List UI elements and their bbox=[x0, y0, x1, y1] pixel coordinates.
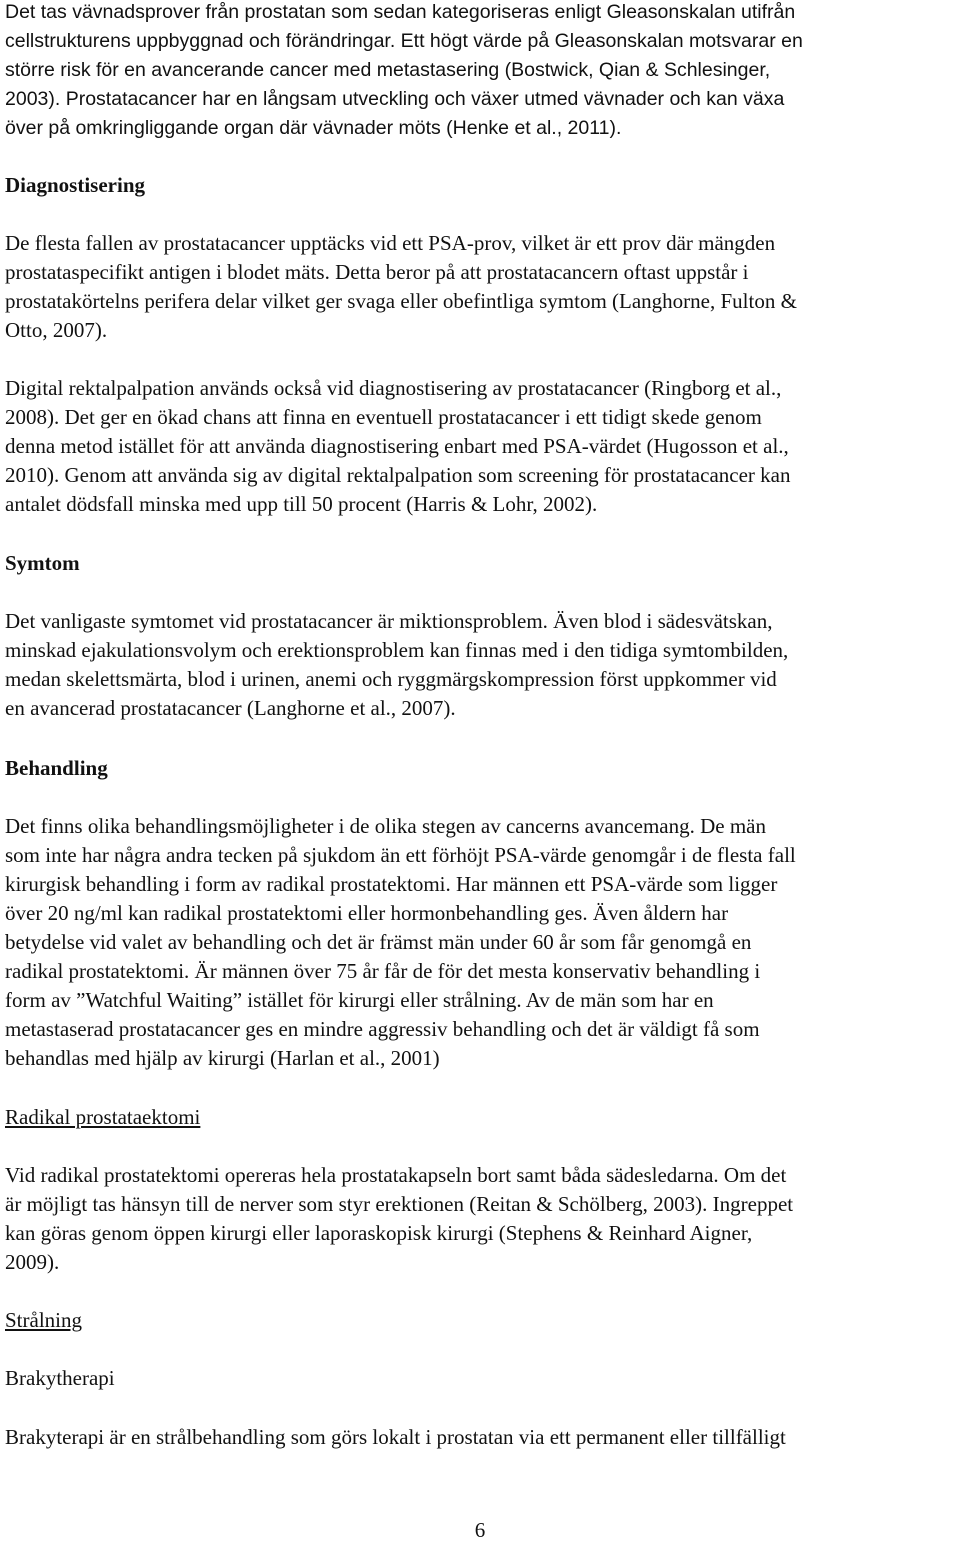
heading-behandling: Behandling bbox=[5, 756, 108, 780]
text-line: antalet dödsfall minska med upp till 50 procent (Harris & Lohr, 2002). bbox=[5, 492, 598, 516]
text-line: kan göras genom öppen kirurgi eller laporaskopisk kirurgi (Stephens & Reinhard Aigner, bbox=[5, 1221, 753, 1245]
subheading-brakytherapi: Brakytherapi bbox=[5, 1366, 115, 1390]
text-line: är möjligt tas hänsyn till de nerver som styr erektionen (Reitan & Schölberg, 2003). Ingreppet bbox=[5, 1192, 794, 1216]
text-line: De flesta fallen av prostatacancer upptäcks vid ett PSA-prov, vilket är ett prov där mängden bbox=[5, 231, 776, 255]
text-line: Det tas vävnadsprover från prostatan som sedan kategoriseras enligt Gleasonskalan utifrån bbox=[5, 1, 796, 23]
intro-paragraph bbox=[5, 0, 956, 143]
heading-diagnostisering: Diagnostisering bbox=[5, 173, 146, 197]
text-line: prostataspecifikt antigen i blodet mäts. Detta beror på att prostatacancern oftast uppstår i bbox=[5, 260, 749, 284]
text-line: betydelse vid valet av behandling och det är främst män under 60 år som får genomgå en bbox=[5, 930, 752, 954]
text-line: 2010). Genom att använda sig av digital rektalpalpation som screening för prostatacancer kan bbox=[5, 463, 791, 487]
diagnostisering-paragraph-2 bbox=[5, 374, 956, 519]
text-line: 2009). bbox=[5, 1250, 60, 1274]
text-line: denna metod istället för att använda diagnostisering enbart med PSA-värdet (Hugosson et al., bbox=[5, 434, 789, 458]
text-line: prostatakörtelns perifera delar vilket ger svaga eller obefintliga symtom (Langhorne, Fulton & bbox=[5, 289, 797, 313]
behandling-paragraph bbox=[5, 812, 956, 1073]
text-line: Brakyterapi är en strålbehandling som görs lokalt i prostatan via ett permanent eller tillfälligt bbox=[5, 1425, 786, 1449]
text-line: Otto, 2007). bbox=[5, 318, 108, 342]
text-line: Det finns olika behandlingsmöjligheter i de olika stegen av cancerns avancemang. De män bbox=[5, 814, 766, 838]
diagnostisering-paragraph-1 bbox=[5, 229, 956, 345]
text-line: större risk för en avancerande cancer med metastasering (Bostwick, Qian & Schlesinger, bbox=[5, 59, 771, 81]
text-line: medan skelettsmärta, blod i urinen, anemi och ryggmärgskompression först uppkommer vid bbox=[5, 667, 777, 691]
radikal-paragraph bbox=[5, 1161, 956, 1277]
text-line: 2008). Det ger en ökad chans att finna en eventuell prostatacancer i ett tidigt skede genom bbox=[5, 405, 762, 429]
text-line: kirurgisk behandling i form av radikal prostatektomi. Har männen ett PSA-värde som ligger bbox=[5, 872, 778, 896]
text-line: över på omkringliggande organ där vävnader möts (Henke et al., 2011). bbox=[5, 117, 622, 139]
stralning-paragraph bbox=[5, 1423, 956, 1452]
text-line: Vid radikal prostatektomi opereras hela prostatakapseln bort samt båda sädesledarna. Om det bbox=[5, 1163, 787, 1187]
text-line: form av ”Watchful Waiting” istället för kirurgi eller strålning. Av de män som har en bbox=[5, 988, 714, 1012]
text-line: en avancerad prostatacancer (Langhorne et al., 2007). bbox=[5, 696, 456, 720]
text-line: Det vanligaste symtomet vid prostatacancer är miktionsproblem. Även blod i sädesvätskan, bbox=[5, 609, 773, 633]
text-line: som inte har några andra tecken på sjukdom än ett förhöjt PSA-värde genomgår i de flesta fall bbox=[5, 843, 796, 867]
text-line: 2003). Prostatacancer har en långsam utveckling och växer utmed vävnader och kan växa bbox=[5, 88, 785, 110]
text-line: radikal prostatektomi. Är männen över 75 år får de för det mesta konservativ behandling i bbox=[5, 959, 761, 983]
symtom-paragraph bbox=[5, 607, 956, 723]
text-line: behandlas med hjälp av kirurgi (Harlan et al., 2001) bbox=[5, 1046, 440, 1070]
text-line: minskad ejakulationsvolym och erektionsproblem kan finnas med i den tidiga symtombilden, bbox=[5, 638, 789, 662]
heading-symtom: Symtom bbox=[5, 551, 80, 575]
text-line: Digital rektalpalpation används också vid diagnostisering av prostatacancer (Ringborg et al., bbox=[5, 376, 782, 400]
text-line: cellstrukturens uppbyggnad och förändringar. Ett högt värde på Gleasonskalan motsvarar en bbox=[5, 30, 803, 52]
heading-stralning: Strålning bbox=[5, 1308, 82, 1332]
text-line: över 20 ng/ml kan radikal prostatektomi eller hormonbehandling ges. Även åldern har bbox=[5, 901, 729, 925]
text-line: metastaserad prostatacancer ges en mindre aggressiv behandling och det är väldigt få som bbox=[5, 1017, 760, 1041]
heading-radikal-prostataektomi: Radikal prostataektomi bbox=[5, 1105, 201, 1129]
page-number: 6 bbox=[474, 1518, 486, 1542]
